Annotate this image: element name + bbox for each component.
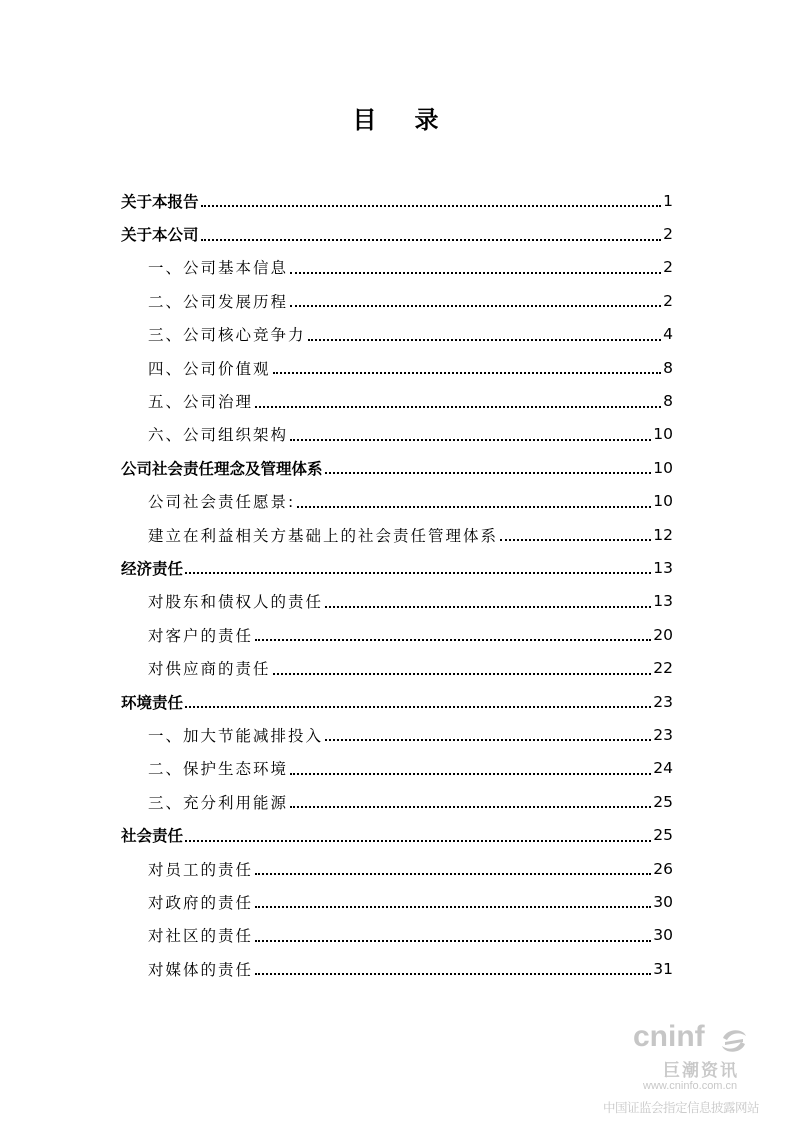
watermark-url: www.cninfo.com.cn <box>643 1080 738 1092</box>
toc-leader-dots <box>325 605 651 608</box>
toc-entry-page: 8 <box>663 392 673 411</box>
toc-entry[interactable] <box>121 585 673 618</box>
toc-entry-title: 公司社会责任愿景: <box>148 493 296 512</box>
toc-leader-dots <box>201 204 662 207</box>
toc-entry-page: 20 <box>653 625 673 644</box>
toc-entry-title: 关于本报告 <box>121 192 199 211</box>
toc-leader-dots <box>255 638 651 641</box>
toc-entry[interactable] <box>121 485 673 518</box>
toc-entry[interactable] <box>121 685 673 718</box>
toc-entry-page: 10 <box>653 458 673 477</box>
toc-leader-dots <box>290 805 651 808</box>
toc-entry-title: 二、保护生态环境 <box>148 760 289 779</box>
title-char-2: 录 <box>414 106 441 134</box>
toc-leader-dots <box>255 905 651 908</box>
toc-leader-dots <box>255 972 651 975</box>
toc-entry[interactable] <box>121 852 673 885</box>
toc-entry-page: 10 <box>653 425 673 444</box>
toc-entry[interactable] <box>121 284 673 317</box>
toc-entry-page: 24 <box>653 759 673 778</box>
toc-leader-dots <box>325 471 652 474</box>
toc-entry-page: 25 <box>653 792 673 811</box>
title-char-1: 目 <box>352 106 379 134</box>
toc-entry-title: 经济责任 <box>121 559 184 578</box>
toc-leader-dots <box>255 872 651 875</box>
toc-entry-title: 对客户的责任 <box>148 626 254 645</box>
toc-leader-dots <box>255 939 651 942</box>
toc-entry-title: 六、公司组织架构 <box>148 426 289 445</box>
toc-entry[interactable] <box>121 818 673 851</box>
toc-leader-dots <box>297 505 651 508</box>
watermark-logo: cninf <box>633 1020 705 1053</box>
toc-entry-title: 公司社会责任理念及管理体系 <box>121 459 323 478</box>
toc-leader-dots <box>290 438 651 441</box>
toc-entry-title: 社会责任 <box>121 827 184 846</box>
toc-entry[interactable] <box>121 418 673 451</box>
page-title <box>0 100 793 135</box>
toc-leader-dots <box>290 271 661 274</box>
toc-entry-title: 关于本公司 <box>121 226 199 245</box>
toc-entry[interactable] <box>121 919 673 952</box>
toc-entry-title: 建立在利益相关方基础上的社会责任管理体系 <box>148 526 499 545</box>
toc-leader-dots <box>325 738 651 741</box>
toc-entry[interactable] <box>121 551 673 584</box>
toc-entry-page: 10 <box>653 492 673 511</box>
toc-leader-dots <box>308 338 662 341</box>
toc-entry-title: 三、充分利用能源 <box>148 793 289 812</box>
toc-entry-page: 23 <box>653 725 673 744</box>
toc-leader-dots <box>185 571 651 574</box>
toc-leader-dots <box>290 304 661 307</box>
toc-entry-page: 1 <box>663 191 673 210</box>
toc-entry[interactable] <box>121 318 673 351</box>
toc-entry-title: 三、公司核心竞争力 <box>148 326 306 345</box>
toc-entry[interactable] <box>121 351 673 384</box>
toc-entry-page: 26 <box>653 859 673 878</box>
toc-entry[interactable] <box>121 518 673 551</box>
toc-entry-page: 22 <box>653 659 673 678</box>
toc-entry-page: 2 <box>663 225 673 244</box>
toc-entry-page: 2 <box>663 258 673 277</box>
toc-entry-title: 对员工的责任 <box>148 860 254 879</box>
toc-entry[interactable] <box>121 251 673 284</box>
toc-leader-dots <box>273 672 652 675</box>
toc-leader-dots <box>500 538 651 541</box>
watermark-note: 中国证监会指定信息披露网站 <box>603 1100 760 1115</box>
toc-entry[interactable] <box>121 451 673 484</box>
table-of-contents <box>121 184 673 985</box>
toc-entry-page: 23 <box>653 692 673 711</box>
toc-entry-title: 对供应商的责任 <box>148 660 271 679</box>
toc-entry-title: 二、公司发展历程 <box>148 292 289 311</box>
toc-entry-page: 4 <box>663 325 673 344</box>
toc-entry-page: 25 <box>653 826 673 845</box>
toc-entry[interactable] <box>121 651 673 684</box>
toc-entry-title: 对股东和债权人的责任 <box>148 593 324 612</box>
toc-entry-page: 30 <box>653 892 673 911</box>
toc-entry[interactable] <box>121 785 673 818</box>
toc-entry-title: 一、公司基本信息 <box>148 259 289 278</box>
toc-leader-dots <box>290 772 651 775</box>
toc-entry[interactable] <box>121 952 673 985</box>
toc-entry[interactable] <box>121 718 673 751</box>
toc-entry-page: 13 <box>653 558 673 577</box>
toc-entry-page: 12 <box>653 525 673 544</box>
toc-leader-dots <box>255 405 661 408</box>
toc-leader-dots <box>185 705 651 708</box>
toc-entry[interactable] <box>121 384 673 417</box>
toc-entry-title: 一、加大节能减排投入 <box>148 726 324 745</box>
toc-entry[interactable] <box>121 752 673 785</box>
toc-entry-title: 对社区的责任 <box>148 927 254 946</box>
toc-entry-title: 环境责任 <box>121 693 184 712</box>
toc-entry[interactable] <box>121 885 673 918</box>
toc-entry-title: 四、公司价值观 <box>148 359 271 378</box>
toc-entry[interactable] <box>121 618 673 651</box>
toc-entry-page: 13 <box>653 592 673 611</box>
toc-entry-title: 对政府的责任 <box>148 893 254 912</box>
toc-entry-page: 30 <box>653 926 673 945</box>
toc-entry-title: 五、公司治理 <box>148 393 254 412</box>
watermark <box>593 1020 793 1122</box>
toc-entry[interactable] <box>121 217 673 250</box>
toc-leader-dots <box>185 839 651 842</box>
toc-leader-dots <box>201 238 662 241</box>
swirl-icon <box>719 1026 749 1056</box>
toc-entry[interactable] <box>121 184 673 217</box>
toc-entry-page: 31 <box>653 959 673 978</box>
toc-entry-page: 8 <box>663 358 673 377</box>
toc-entry-title: 对媒体的责任 <box>148 960 254 979</box>
toc-leader-dots <box>273 371 662 374</box>
toc-entry-page: 2 <box>663 291 673 310</box>
watermark-name: 巨潮资讯 <box>663 1061 739 1081</box>
